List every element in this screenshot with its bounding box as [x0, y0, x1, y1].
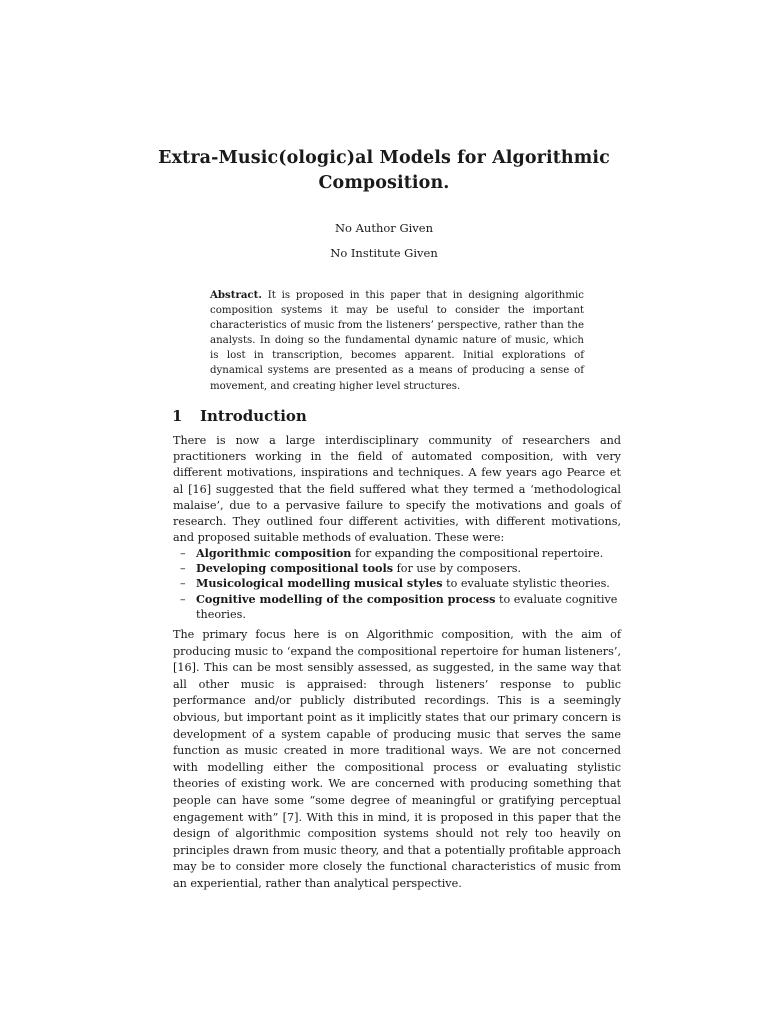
list-item-text: to evaluate cognitive theories.	[196, 592, 618, 621]
list-item	[180, 592, 621, 622]
list-dash: –	[180, 592, 186, 606]
author-line: No Author Given	[334, 221, 434, 235]
intro-paragraph-2: The primary focus here is on Algorithmic composition, with the aim of producing music to ‘expand the compositional repertoire for human listeners’, [16]. This can be most sensibly assessed, as suggested, in the same way that all other music is appraised: through listeners’ response to public performance and/or publicly distributed recordings. This is a seemingly obvious, but important point as it implicitly states that our primary concern is development of a system capable of producing music that serves the same function as music created in more traditional ways. We are not concerned with modelling either the compositional process or evaluating stylistic theories of existing work. We are concerned with producing something that people can have some “some degree of meaningful or gratifying perceptual engagement with” [7]. With this in mind, it is proposed in this paper that the design of algorithmic composition systems should not rely too heavily on principles drawn from music theory, and that a potentially profitable approach may be to consider more closely the functional characteristics of music from an experiential, rather than analytical perspective.	[173, 628, 621, 890]
list-item-bold: Cognitive modelling of the composition process	[196, 591, 496, 606]
abstract-block	[210, 288, 584, 394]
section-title: Introduction	[200, 407, 307, 425]
section-heading	[172, 406, 307, 426]
list-item-bold: Algorithmic composition	[196, 546, 352, 560]
list-item-text: to evaluate stylistic theories.	[442, 577, 610, 591]
list-item-text: for expanding the compositional repertoire.	[351, 547, 604, 560]
list-item	[180, 546, 621, 561]
list-item-bold: Musicological modelling musical styles	[196, 576, 443, 591]
intro-paragraph-1: There is now a large interdisciplinary community of researchers and practitioners working in the field of automated composition, with very different motivations, inspirations and techniques. A few years ago Pearce et al [16] suggested that the field suffered what they termed a ‘methodological malaise’, due to a pervasive failure to specify the motivations and goals of research. They outlined four different activities, with different motivations, and proposed suitable methods of evaluation. These were:	[173, 434, 621, 545]
institute-line: No Institute Given	[330, 246, 438, 260]
list-dash: –	[180, 577, 186, 591]
abstract-text: It is proposed in this paper that in designing algorithmic composition systems it may be useful to consider the important characteristics of music from the listeners’ perspective, rather than the analysts. In doing so the fundamental dynamic nature of music, which is lost in transcription, becomes apparent. Initial explorations of dynamical systems are presented as a means of producing a sense of movement, and creating higher level structures.	[210, 290, 584, 392]
list-dash: –	[180, 562, 186, 576]
list-item	[180, 561, 621, 576]
section-number: 1	[172, 407, 183, 425]
paper-title: Extra-Music(ologic)al Models for Algorithmic Composition.	[158, 148, 610, 193]
activities-list	[180, 546, 621, 622]
list-item-bold: Developing compositional tools	[196, 561, 394, 576]
list-item	[180, 576, 621, 591]
list-dash: –	[180, 547, 186, 560]
abstract-label: Abstract.	[210, 289, 262, 301]
list-item-text: for use by composers.	[393, 562, 522, 576]
